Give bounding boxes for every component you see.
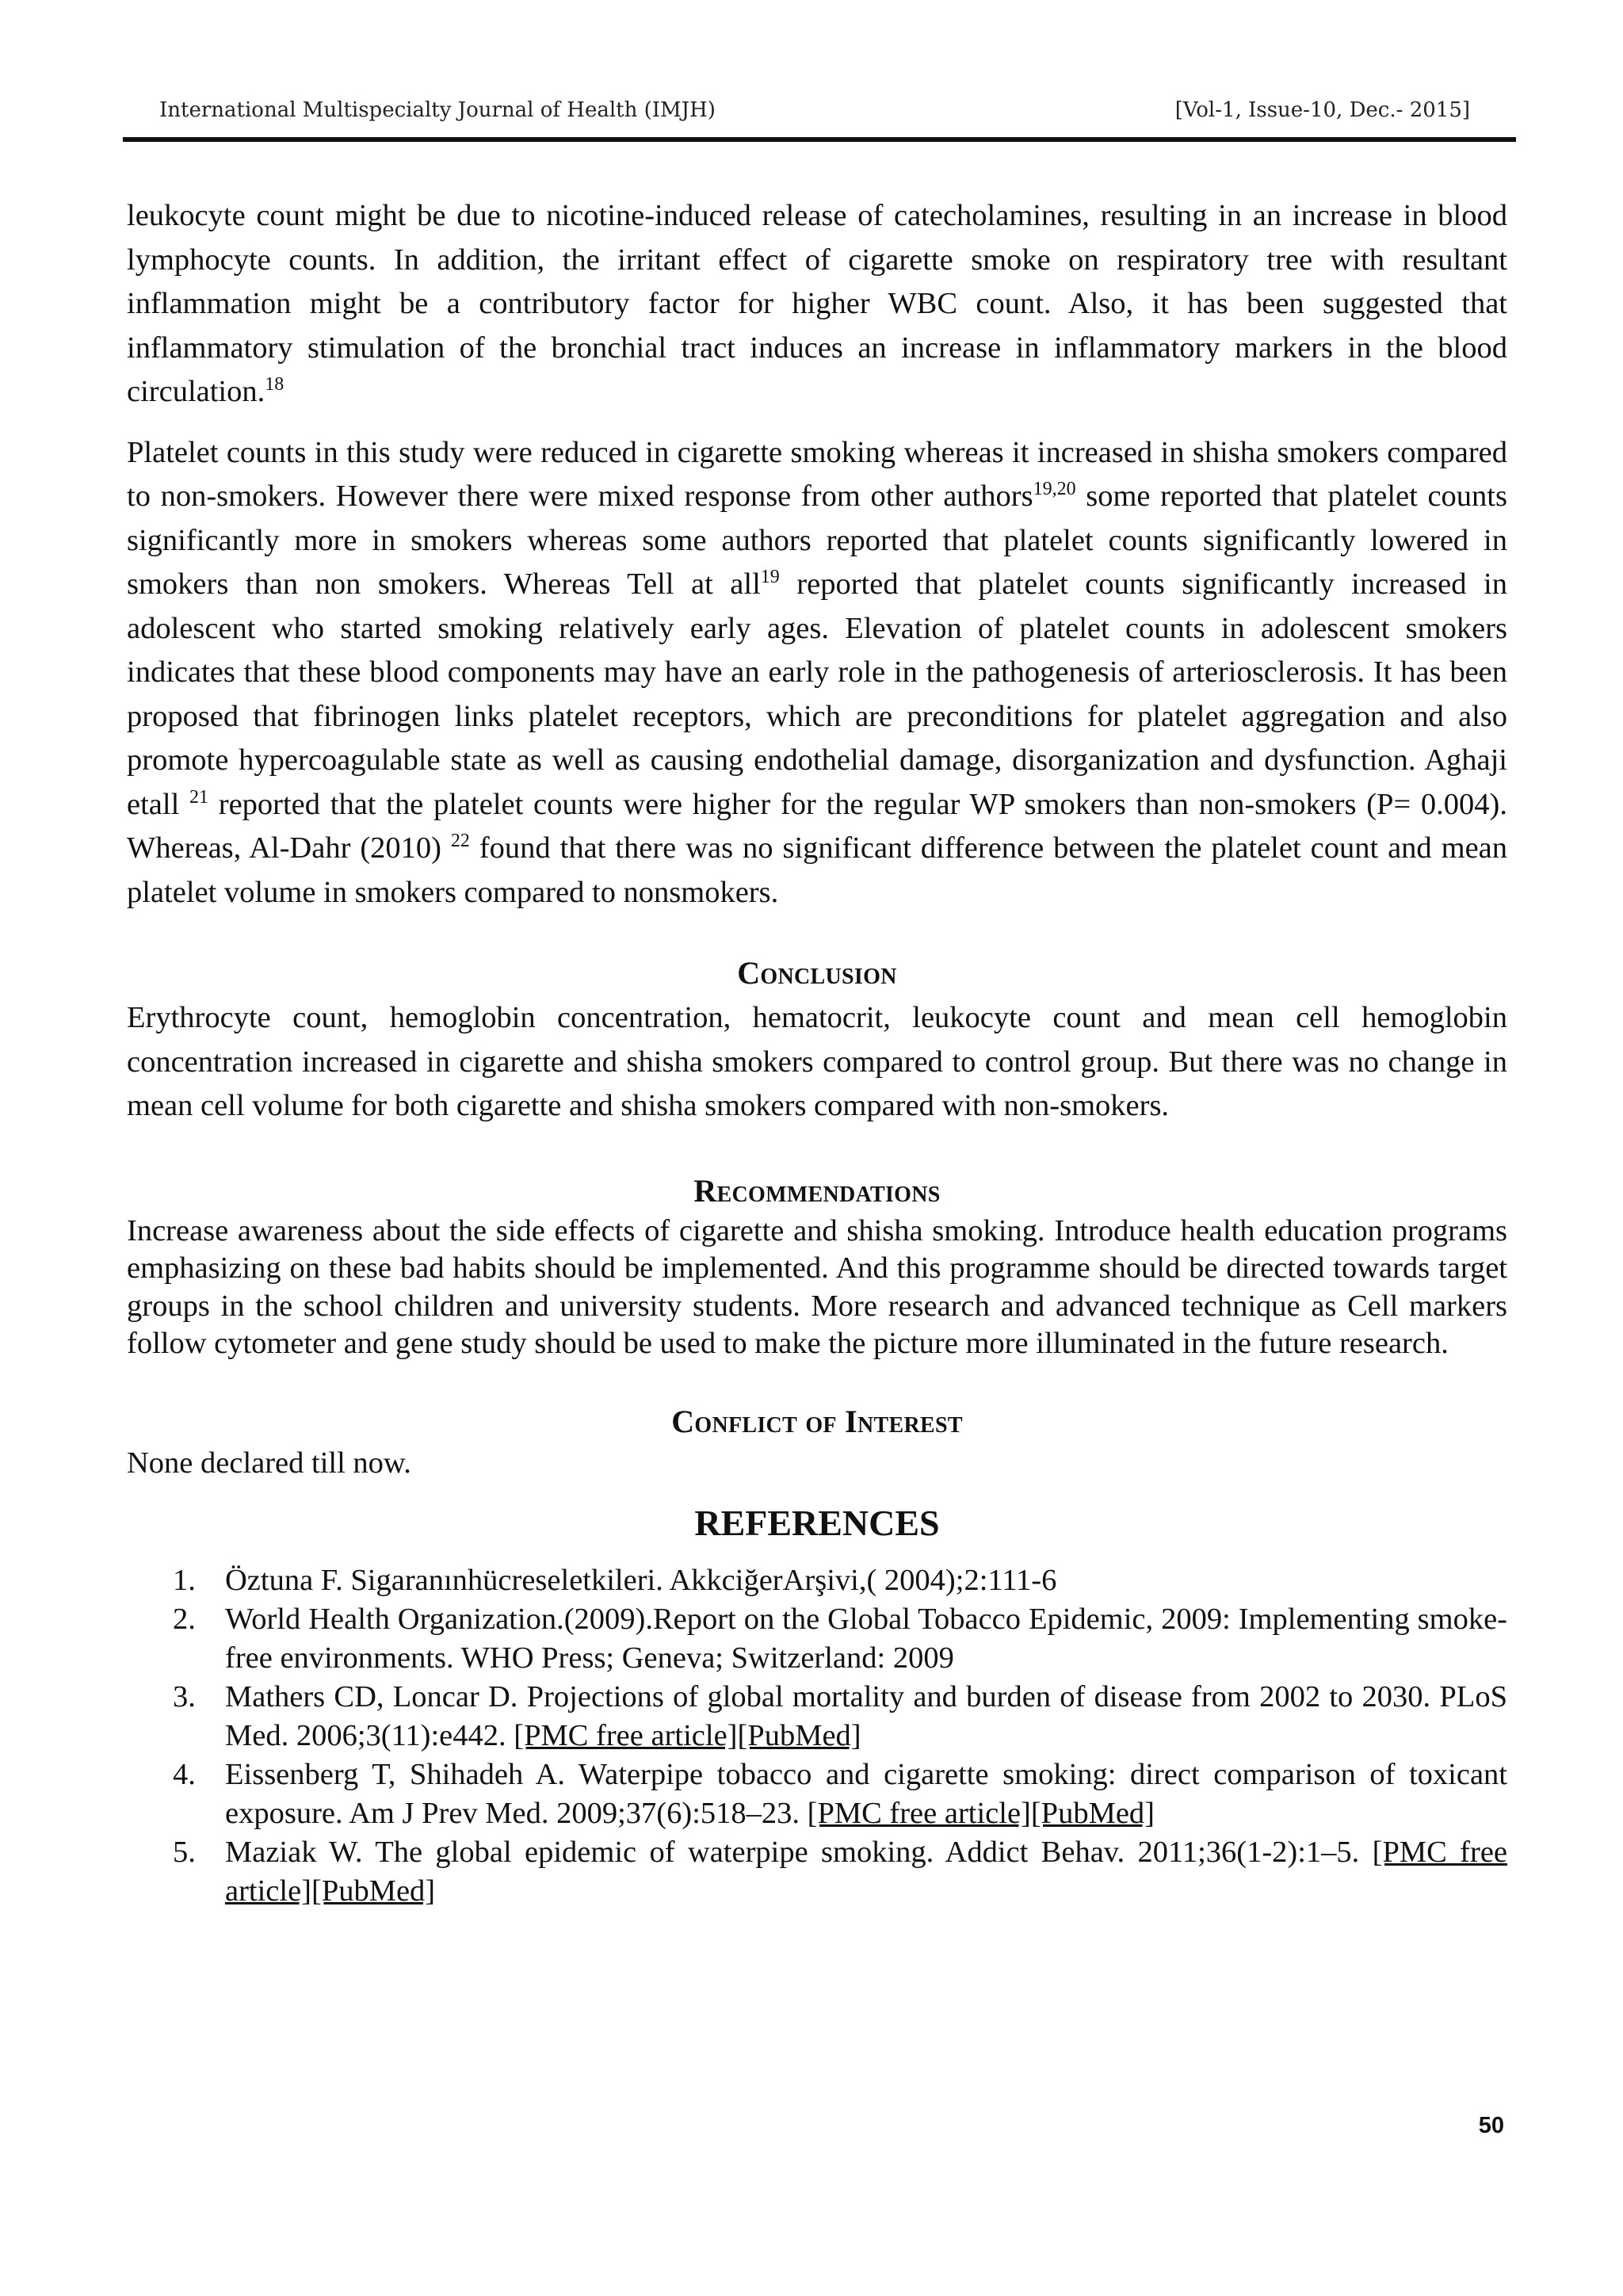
- recommendations-text: Increase awareness about the side effects of cigarette and shisha smoking. Introduce health education programs emphasizing on these bad habits should be implemented. And this programme should be directed towards target groups in the school children and university students. More research and advanced technique as Cell markers follow cytometer and gene study should be used to make the picture more illuminated in the future research.: [127, 1213, 1507, 1360]
- pmc-link[interactable]: [PMC free article]: [225, 1836, 1507, 1908]
- reference-number: 5.: [173, 1836, 196, 1869]
- paragraph-platelet: [127, 431, 1507, 915]
- conflict-heading: Conflict of Interest: [671, 1403, 963, 1439]
- citation-21: 21: [189, 786, 209, 808]
- pmc-link[interactable]: [PMC free article]: [807, 1797, 1031, 1830]
- references-heading: REFERENCES: [694, 1503, 940, 1543]
- paragraph-leukocyte-text: leukocyte count might be due to nicotine-induced release of catecholamines, resulting in an increase in blood lymphocyte counts. In addition, the irritant effect of cigarette smoke on respiratory tree with resultant inflammation might be a contributory factor for higher WBC count. Also, it has been suggested that inflammatory stimulation of the bronchial tract induces an increase in inflammatory markers in the blood circulation.: [127, 199, 1507, 408]
- citation-18: 18: [265, 374, 285, 395]
- article-body: [127, 194, 1507, 1911]
- conflict-text: None declared till now.: [127, 1446, 411, 1480]
- running-header: [123, 98, 1508, 130]
- recommendations-heading: Recommendations: [693, 1172, 941, 1209]
- pubmed-link[interactable]: [PubMed]: [311, 1874, 436, 1908]
- reference-number: 1.: [173, 1564, 196, 1597]
- citation-22: 22: [450, 831, 470, 851]
- issue-info: [Vol-1, Issue-10, Dec.- 2015]: [1174, 98, 1470, 122]
- reference-text: World Health Organization.(2009).Report on the Global Tobacco Epidemic, 2009: Implementing smoke-free environments. WHO Press; Geneva; Switzerland: 2009: [225, 1603, 1507, 1675]
- reference-item: [127, 1755, 1507, 1833]
- reference-text: Mathers CD, Loncar D. Projections of global mortality and burden of disease from 2002 to 2030. PLoS Med. 2006;3(11):e442.: [225, 1680, 1507, 1752]
- reference-item: [127, 1678, 1507, 1755]
- paragraph-leukocyte: [127, 194, 1507, 415]
- paragraph-platelet-text-a: Platelet counts in this study were reduced in cigarette smoking whereas it increased in shisha smokers compared to non-smokers. However there were mixed response from other authors: [127, 435, 1507, 513]
- paragraph-platelet-text-c: reported that platelet counts significantly increased in adolescent who started smoking relatively early ages. Elevation of platelet counts in adolescent smokers indicates that these blood components may have an early role in the pathogenesis of arteriosclerosis. It has been proposed that fibrinogen links platelet receptors, which are preconditions for platelet aggregation and also promote hypercoagulable state as well as causing endothelial damage, disorganization and dysfunction. Aghaji etall: [127, 567, 1507, 821]
- citation-19-20: 19,20: [1033, 479, 1076, 499]
- pubmed-link[interactable]: [PubMed]: [1030, 1797, 1155, 1830]
- reference-text: Eissenberg T, Shihadeh A. Waterpipe tobacco and cigarette smoking: direct comparison of toxicant exposure. Am J Prev Med. 2009;37(6):518–23.: [225, 1758, 1507, 1830]
- paragraph-platelet-text-b: some reported that platelet counts significantly more in smokers whereas some authors reported that platelet counts significantly lowered in smokers than non smokers. Whereas Tell at all: [127, 479, 1507, 601]
- reference-text: Öztuna F. Sigaranınhücreseletkileri. AkkciğerArşivi,( 2004);2:111-6: [225, 1564, 1057, 1597]
- journal-title: International Multispecialty Journal of Health (IMJH): [159, 98, 716, 122]
- reference-number: 4.: [173, 1758, 196, 1791]
- header-rule: [123, 137, 1516, 142]
- conclusion-heading: Conclusion: [737, 955, 897, 991]
- pubmed-link[interactable]: [PubMed]: [737, 1719, 861, 1752]
- reference-item: [127, 1600, 1507, 1678]
- citation-19: 19: [760, 567, 780, 587]
- conclusion-text: Erythrocyte count, hemoglobin concentration, hematocrit, leukocyte count and mean cell hemoglobin concentration increased in cigarette and shisha smokers compared to control group. But there was no change in mean cell volume for both cigarette and shisha smokers compared with non-smokers.: [127, 1001, 1507, 1122]
- reference-number: 3.: [173, 1680, 196, 1713]
- reference-text: Maziak W. The global epidemic of waterpipe smoking. Addict Behav. 2011;36(1-2):1–5.: [225, 1836, 1373, 1869]
- paragraph-platelet-text-e: found that there was no significant difference between the platelet count and mean platelet volume in smokers compared to nonsmokers.: [127, 831, 1507, 909]
- pmc-link[interactable]: [PMC free article]: [514, 1719, 738, 1752]
- reference-item: [127, 1833, 1507, 1911]
- reference-item: [127, 1561, 1507, 1600]
- paragraph-platelet-text-d: reported that the platelet counts were higher for the regular WP smokers than non-smokers (P= 0.004). Whereas, Al-Dahr (2010): [127, 787, 1507, 865]
- reference-number: 2.: [173, 1603, 196, 1636]
- page-number: 50: [1478, 2113, 1504, 2138]
- reference-list: [127, 1561, 1507, 1911]
